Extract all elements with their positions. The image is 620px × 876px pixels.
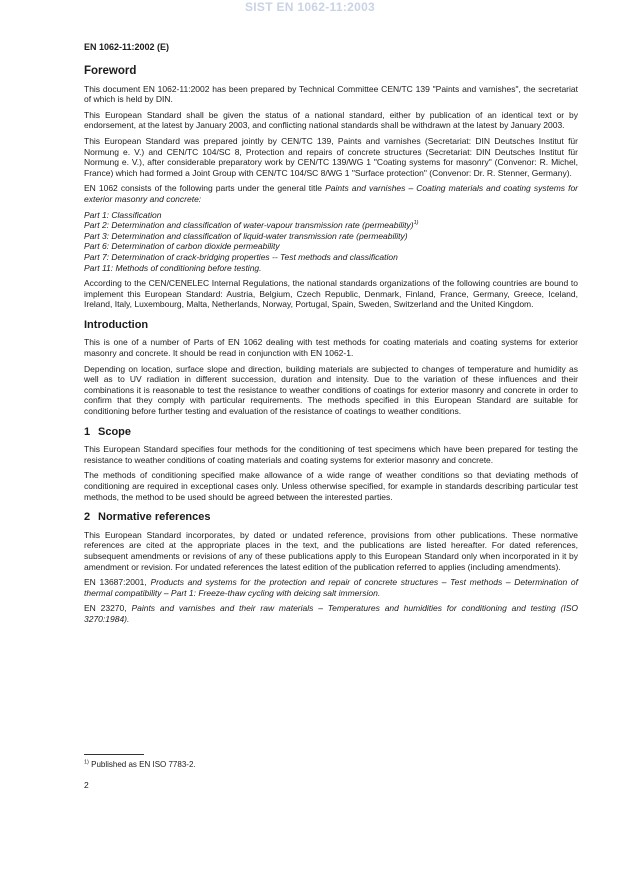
section-number: 2 <box>84 511 91 524</box>
general-title: Paints and varnishes – Coating materials and coating systems for exterior masonry and concrete: <box>84 183 578 204</box>
part-item-label: Part 2: Determination and classification of water-vapour transmission rate (permeability) <box>84 220 414 231</box>
page-number: 2 <box>84 780 89 790</box>
foreword-paragraph: According to the CEN/CENELEC Internal Regulations, the national standards organizations of the following countries are bound to implement this European Standard: Austria, Belgium, Czech Republic, Denmark, Finland, France, Germany, Greece, Iceland, Ireland, Italy, Luxembourg, Malta, Netherlands, Norway, Portugal, Spain, Sweden, Switzerland and the United Kingdom. <box>84 278 578 310</box>
footnote-ref: 1) <box>413 220 419 227</box>
reference-title: Products and systems for the protection and repair of concrete structures – Test methods – Determination of thermal compatibility – Part 1: Freeze-thaw cycling with deicing salt immersion. <box>84 577 578 598</box>
reference-item <box>84 577 578 598</box>
foreword-parts-intro: EN 1062 consists of the following parts under the general title <box>84 183 326 194</box>
foreword-paragraph: This European Standard was prepared jointly by CEN/TC 139, Paints and varnishes (Secretariat: DIN Deutsches Institut für Normung e. V.) and CEN/TC 104/SC 8, Protection and repairs of concrete structures (Secretariat: DIN Deutsches Institut für Normung e. V.), after considerable preparatory work by CEN/TC 139/WG 1 "Coating systems for masonry" (Convenor: R. Michel, France) which had formed a Joint Group with CEN/TC 104/SC 8/WG 1 "Surface protection" (Convenor: Dr. R. Stenner, Germany). <box>84 135 578 178</box>
document-id: EN 1062-11:2002 (E) <box>84 42 170 52</box>
footnote <box>84 760 196 769</box>
footnote-divider <box>84 754 144 755</box>
part-item: Part 1: Classification <box>84 209 162 220</box>
section-title: Normative references <box>98 511 211 524</box>
foreword-paragraph: This European Standard shall be given the status of a national standard, either by publication of an identical text or by endorsement, at the latest by January 2003, and conflicting national standards shall be withdrawn at the latest by January 2003. <box>84 109 578 131</box>
scope-paragraph: This European Standard specifies four methods for the conditioning of test specimens which have been prepared for testing the resistance to weather conditions of coating materials and coating systems for exterior masonry and concrete. <box>84 444 578 465</box>
normative-paragraph: This European Standard incorporates, by dated or undated reference, provisions from other publications. These normative references are cited at the appropriate places in the text, and the publications are listed hereafter. For dated references, subsequent amendments or revisions of any of these publications apply to this European Standard only when incorporated in it by amendment or revision. For undated references the latest edition of the publication referred to applies (including amendments). <box>84 529 578 572</box>
footnote-text: Published as EN ISO 7783-2. <box>88 760 196 769</box>
reference-code: EN 23270, <box>84 603 132 614</box>
footnote-mark: 1) <box>84 759 89 766</box>
introduction-paragraph: Depending on location, surface slope and direction, building materials are subjected to changes of temperature and humidity as well as to UV radiation in different succession, duration and intensity. Due to the variation of these influences and their combinations it is reasonable to test the resistance to weather conditions of coatings for exterior masonry and concrete in order to confirm that they comply with particular requirements. The methods specified in this European Standard are suitable for conditioning before further testing and evaluation of the resistance of coatings to weather conditions. <box>84 363 578 417</box>
foreword-heading: Foreword <box>84 65 137 77</box>
normative-heading <box>84 512 578 523</box>
introduction-heading: Introduction <box>84 318 149 331</box>
parts-list <box>84 210 578 274</box>
reference-item <box>84 603 578 624</box>
part-item <box>84 220 578 231</box>
part-item: Part 7: Determination of crack-bridging properties -- Test methods and classification <box>84 251 398 262</box>
part-item: Part 3: Determination and classification of liquid-water transmission rate (permeability) <box>84 230 408 241</box>
watermark: SIST EN 1062-11:2003 <box>244 0 376 14</box>
section-title: Scope <box>98 425 132 438</box>
reference-title: Paints and varnishes and their raw materials – Temperatures and humidities for conditioning and testing (ISO 3270:1984). <box>84 603 578 624</box>
scope-paragraph: The methods of conditioning specified make allowance of a wide range of weather conditions so that deviating methods of conditioning are required in exceptional cases only. Unless otherwise specified, for example in standards describing particular test methods, the method to be used should be agreed between the interested parties. <box>84 470 578 502</box>
section-number: 1 <box>84 425 91 438</box>
foreword-paragraph <box>84 183 578 204</box>
reference-code: EN 13687:2001, <box>84 577 151 588</box>
part-item: Part 6: Determination of carbon dioxide permeability <box>84 241 280 252</box>
foreword-paragraph: This document EN 1062-11:2002 has been prepared by Technical Committee CEN/TC 139 "Paints and varnishes", the secretariat of which is held by DIN. <box>84 83 578 105</box>
introduction-paragraph: This is one of a number of Parts of EN 1062 dealing with test methods for coating materials and coating systems for exterior masonry and concrete. It should be read in conjunction with EN 1062-1. <box>84 337 578 359</box>
part-item: Part 11: Methods of conditioning before testing. <box>84 262 262 273</box>
scope-heading <box>84 427 578 438</box>
document-body <box>84 62 578 630</box>
